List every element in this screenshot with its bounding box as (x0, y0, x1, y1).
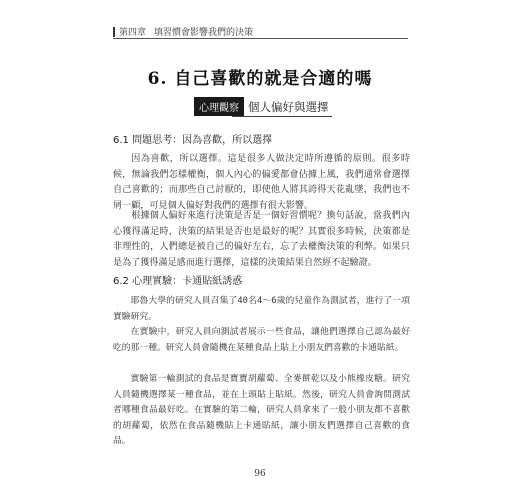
page-number: 96 (254, 469, 266, 479)
badge-tag: 心理觀察 (194, 97, 244, 116)
chapter-title: 填習慣會影響我們的決策 (154, 28, 254, 38)
paragraph: 實驗第一輪測試的食品是寶寶胡蘿蔔、全麥餅乾以及小熊橡皮糖。研究人員隨機選擇某一種食品，並在上頭貼上貼紙。然後，研究人員會詢問測試者哪種食品最好吃。在實驗的第二輪，研究人員拿來了一般小朋友都不喜歡的胡蘿蔔，依然在食品隨機貼上卡通貼紙，讓小朋友們選擇自己喜歡的食品。 (113, 374, 410, 446)
badge-rule (232, 116, 332, 117)
header-divider (113, 38, 408, 39)
subsection-heading: 6.1 問題思考：因為喜歡，所以選擇 (113, 135, 273, 146)
subsection-heading: 6.2 心理實驗：卡通貼紙誘惑 (113, 276, 243, 287)
paragraph: 在實驗中，研究人員向測試者展示一些食品，讓他們選擇自己認為最好吃的那一種。研究人員會隨機在某種食品上貼上小朋友們喜歡的卡通貼紙。 (113, 327, 410, 353)
section-badge (194, 97, 329, 116)
badge-text: 個人偏好與選擇 (248, 99, 329, 114)
paragraph: 因為喜歡，所以選擇。這是很多人做決定時所遵循的原則。很多時候，無論我們怎樣權衡，個人內心的偏愛都會佔據上風，我們通常會選擇自己喜歡的；而那些自己討厭的，即使他人將其誇得天花亂墜，我們也不屑一顧，可見個人偏好對我們的選擇有很大影響。 (113, 154, 410, 211)
running-header (113, 25, 253, 38)
paragraph: 根據個人偏好來進行決策是否是一個好習慣呢？換句話說，當我們內心獲得滿足時，決策的結果是否也是最好的呢？其實很多時候，決策都是非理性的，人們總是被自己的偏好左右，忘了去權衡決策的利弊。如果只是為了獲得滿足感而進行選擇，這樣的決策結果自然經不起驗證。 (113, 211, 410, 268)
section-title: 6. 自己喜歡的就是合適的嗎 (147, 69, 373, 89)
header-bar (113, 27, 115, 37)
chapter-label: 第四章 (119, 28, 147, 38)
paragraph: 耶魯大學的研究人員召集了40名4～6歲的兒童作為測試者，進行了一項實驗研究。 (113, 296, 410, 322)
